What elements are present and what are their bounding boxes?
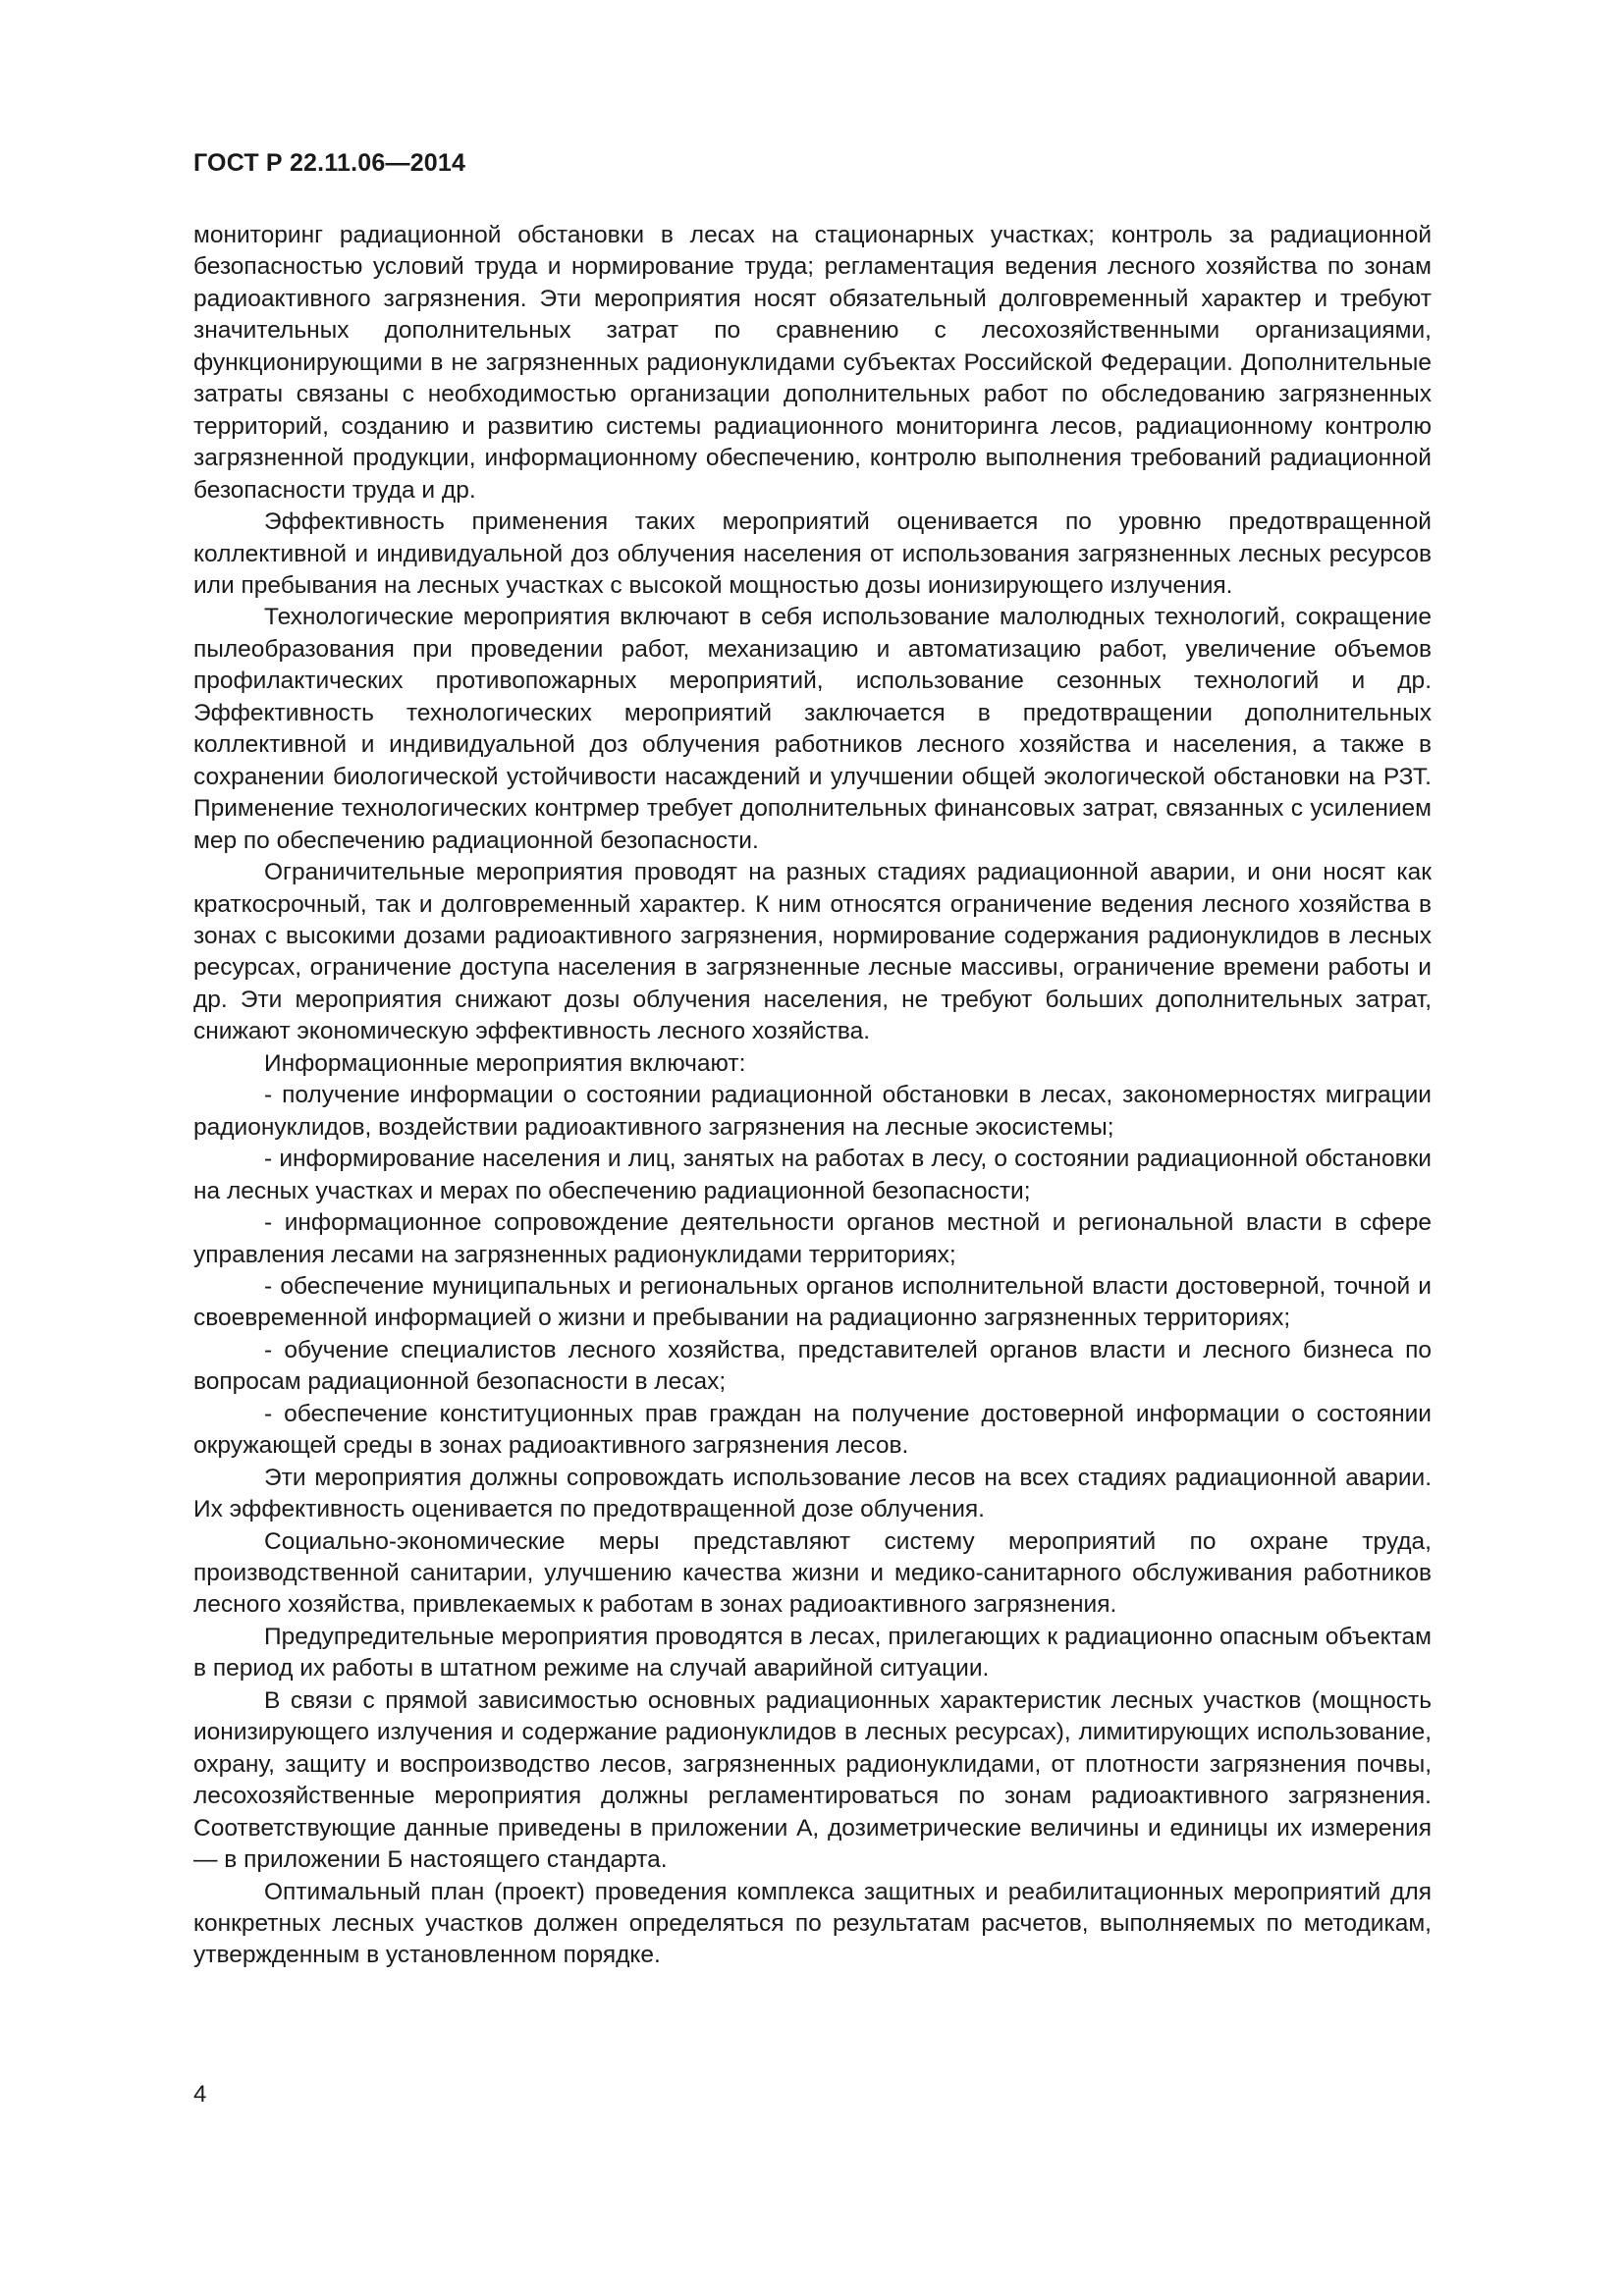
paragraph: мониторинг радиационной обстановки в лесах на стационарных участках; контроль за радиационной безопасностью условий труда и нормирование труда; регламентация ведения лесного хозяйства по зонам радиоактивного загрязнения. Эти мероприятия носят обязательный долговременный характер и требуют значительных дополнительных затрат по сравнению с лесохозяйственными организациями, функционирующими в не загрязненных радионуклидами субъектах Российской Федерации. Дополнительные затраты связаны с необходимостью организации дополнительных работ по обследованию загрязненных территорий, созданию и развитию системы радиационного мониторинга лесов, радиационному контролю загрязненной продукции, информационному обеспечению, контролю выполнения требований радиационной безопасности труда и др. bbox=[193, 222, 1432, 504]
paragraph: Эти мероприятия должны сопровождать использование лесов на всех стадиях радиационной аварии. Их эффективность оценивается по предотвращенной дозе облучения. bbox=[193, 1464, 1432, 1523]
list-item: - информирование населения и лиц, занятых на работах в лесу, о состоянии радиационной обстановки на лесных участках и мерах по обеспечению радиационной безопасности; bbox=[193, 1146, 1432, 1204]
body-text bbox=[193, 220, 1432, 1972]
list-item: - получение информации о состоянии радиационной обстановки в лесах, закономерностях миграции радионуклидов, воздействии радиоактивного загрязнения на лесные экосистемы; bbox=[193, 1082, 1432, 1141]
paragraph: Эффективность применения таких мероприятий оценивается по уровню предотвращенной коллективной и индивидуальной доз облучения населения от использования загрязненных лесных ресурсов или пребывания на лесных участках с высокой мощностью дозы ионизирующего излучения. bbox=[193, 508, 1432, 599]
paragraph: Информационные мероприятия включают: bbox=[264, 1049, 746, 1077]
paragraph: Социально-экономические меры представляют систему мероприятий по охране труда, производственной санитарии, улучшению качества жизни и медико-санитарного обслуживания работников лесного хозяйства, привлекаемых к работам в зонах радиоактивного загрязнения. bbox=[193, 1527, 1432, 1619]
list-item: - информационное сопровождение деятельности органов местной и региональной власти в сфере управления лесами на загрязненных радионуклидами территориях; bbox=[193, 1209, 1432, 1268]
page-number: 4 bbox=[193, 2081, 207, 2108]
paragraph: Предупредительные мероприятия проводятся в лесах, прилегающих к радиационно опасным объектам в период их работы в штатном режиме на случай аварийной ситуации. bbox=[193, 1623, 1432, 1682]
standard-designation-header: ГОСТ Р 22.11.06—2014 bbox=[193, 149, 466, 177]
list-item: - обеспечение конституционных прав граждан на получение достоверной информации о состоянии окружающей среды в зонах радиоактивного загрязнения лесов. bbox=[193, 1400, 1432, 1460]
list-item: - обеспечение муниципальных и региональных органов исполнительной власти достоверной, точной и своевременной информацией о жизни и пребывании на радиационно загрязненных территориях; bbox=[193, 1272, 1432, 1332]
paragraph: Ограничительные мероприятия проводят на разных стадиях радиационной аварии, и они носят как краткосрочный, так и долговременный характер. К ним относятся ограничение ведения лесного хозяйства в зонах с высокими дозами радиоактивного загрязнения, нормирование содержания радионуклидов в лесных ресурсах, ограничение доступа населения в загрязненные лесные массивы, ограничение времени работы и др. Эти мероприятия снижают дозы облучения населения, не требуют больших дополнительных затрат, снижают экономическую эффективность лесного хозяйства. bbox=[193, 859, 1432, 1045]
paragraph: В связи с прямой зависимостью основных радиационных характеристик лесных участков (мощность ионизирующего излучения и содержание радионуклидов в лесных ресурсах), лимитирующих использование, охрану, защиту и воспроизводство лесов, загрязненных радионуклидами, от плотности загрязнения почвы, лесохозяйственные мероприятия должны регламентироваться по зонам радиоактивного загрязнения. Соответствующие данные приведены в приложении А, дозиметрические величины и единицы их измерения — в приложении Б настоящего стандарта. bbox=[193, 1686, 1432, 1874]
paragraph: Оптимальный план (проект) проведения комплекса защитных и реабилитационных мероприятий для конкретных лесных участков должен определяться по результатам расчетов, выполняемых по методикам, утвержденным в установленном порядке. bbox=[193, 1878, 1432, 1969]
list-item: - обучение специалистов лесного хозяйства, представителей органов власти и лесного бизнеса по вопросам радиационной безопасности в лесах; bbox=[193, 1336, 1432, 1396]
paragraph: Технологические мероприятия включают в себя использование малолюдных технологий, сокращение пылеобразования при проведении работ, механизацию и автоматизацию работ, увеличение объемов профилактических противопожарных мероприятий, использование сезонных технологий и др. Эффективность технологических мероприятий заключается в предотвращении дополнительных коллективной и индивидуальной доз облучения работников лесного хозяйства и населения, а также в сохранении биологической устойчивости насаждений и улучшении общей экологической обстановки на РЗТ. Применение технологических контрмер требует дополнительных финансовых затрат, связанных с усилением мер по обеспечению радиационной безопасности. bbox=[193, 604, 1432, 854]
